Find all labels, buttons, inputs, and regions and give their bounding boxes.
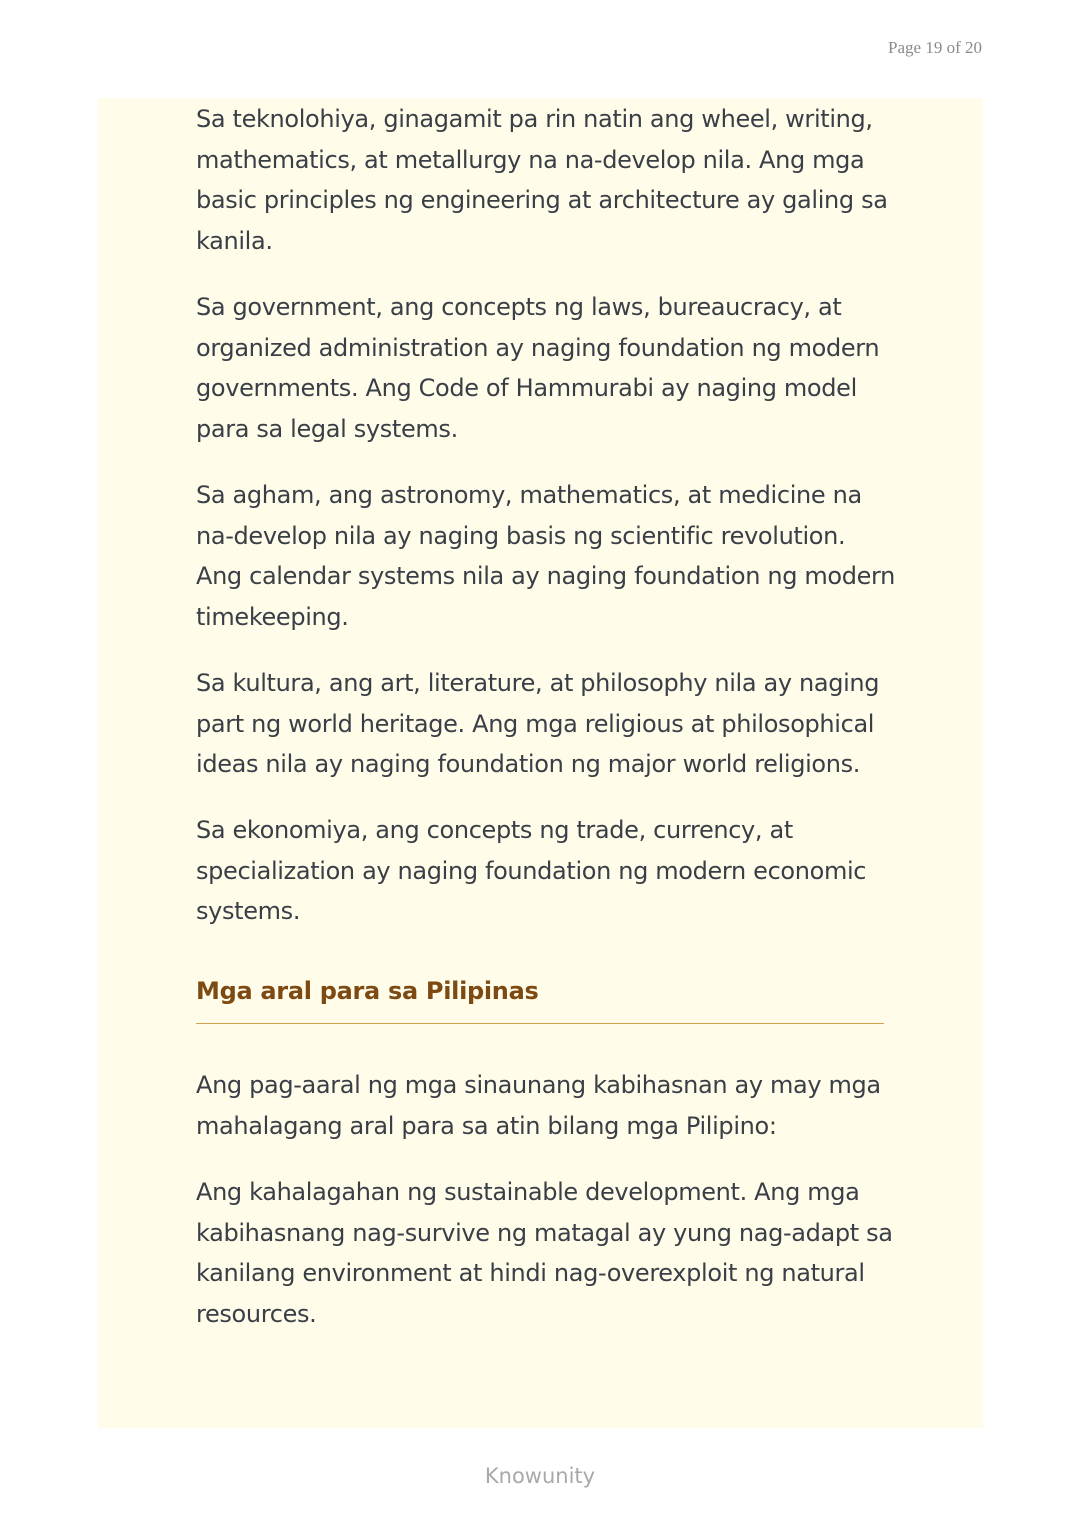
paragraph-government: Sa government, ang concepts ng laws, bureaucracy, at organized administration ay naging foundation ng modern governments. Ang Code of Hammurabi ay naging model para sa legal systems. [196, 293, 880, 444]
footer-brand: Knowunity [484, 1464, 596, 1488]
heading-divider [196, 1023, 884, 1024]
section-heading: Mga aral para sa Pilipinas [196, 977, 539, 1005]
paragraph-sustainable-development: Ang kahalagahan ng sustainable development. Ang mga kabihasnang nag-survive ng matagal ay yung nag-adapt sa kanilang environment at hindi nag-overexploit ng natural resources. [196, 1178, 893, 1329]
page-number: Page 19 of 20 [888, 38, 982, 57]
paragraph-intro-aral: Ang pag-aaral ng mga sinaunang kabihasnan ay may mga mahalagang aral para sa atin bilang mga Pilipino: [196, 1071, 881, 1140]
paragraph-kultura: Sa kultura, ang art, literature, at philosophy nila ay naging part ng world heritage. Ang mga religious at philosophical ideas nila ay naging foundation ng major world religions. [196, 669, 880, 779]
paragraph-ekonomiya: Sa ekonomiya, ang concepts ng trade, currency, at specialization ay naging foundation ng modern economic systems. [196, 816, 867, 926]
paragraph-teknolohiya: Sa teknolohiya, ginagamit pa rin natin ang wheel, writing, mathematics, at metallurgy na na-develop nila. Ang mga basic principles ng engineering at architecture ay galing sa kanila. [196, 105, 888, 256]
paragraph-agham: Sa agham, ang astronomy, mathematics, at medicine na na-develop nila ay naging basis ng scientific revolution. Ang calendar systems nila ay naging foundation ng modern timekeeping. [196, 481, 895, 632]
